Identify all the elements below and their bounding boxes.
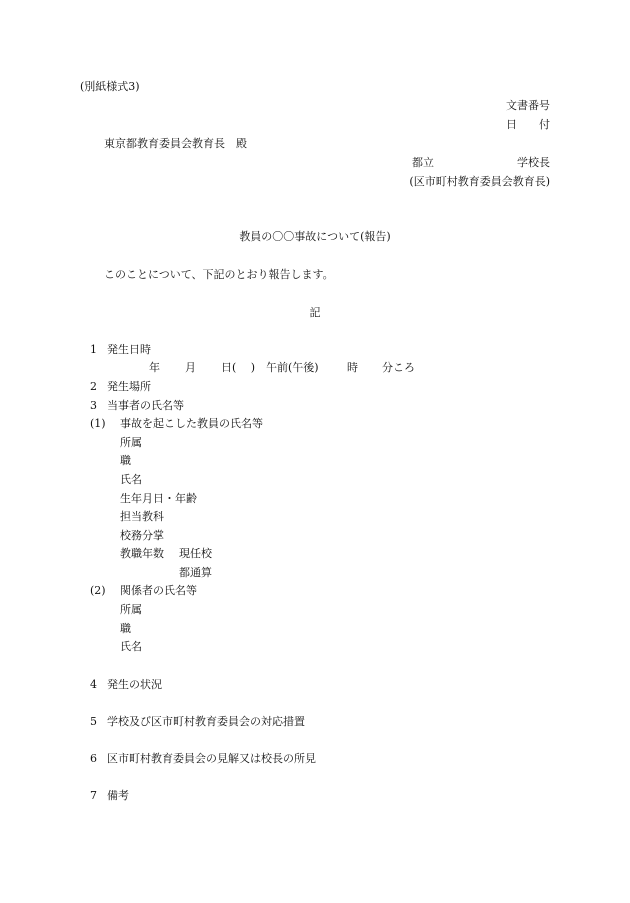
section-2-number: 2 <box>90 380 97 393</box>
document-number-label: 文書番号 <box>506 99 550 112</box>
date-label: 日 付 <box>506 118 550 131</box>
subsection-2-number: (2) <box>90 584 106 597</box>
datetime-year: 年 <box>149 361 160 374</box>
section-1-number: 1 <box>90 343 97 356</box>
sub1-tenure-total: 都通算 <box>179 566 212 579</box>
sub2-item-affiliation: 所属 <box>120 603 142 616</box>
subsection-2-label: 関係者の氏名等 <box>120 584 197 597</box>
section-3-label: 当事者の氏名等 <box>107 399 184 412</box>
sender-school-suffix: 学校長 <box>517 156 550 169</box>
sub1-item-birthdate-age: 生年月日・年齢 <box>120 492 197 505</box>
sub1-item-subject: 担当教科 <box>120 510 164 523</box>
section-1-label: 発生日時 <box>107 343 151 356</box>
sub2-item-position: 職 <box>120 622 131 635</box>
datetime-hour: 時 <box>347 361 358 374</box>
sub1-item-affiliation: 所属 <box>120 436 142 449</box>
sub1-item-position: 職 <box>120 454 131 467</box>
form-label: (別紙様式3) <box>80 80 140 93</box>
datetime-minute: 分ころ <box>382 361 415 374</box>
sub1-item-duties: 校務分掌 <box>120 529 164 542</box>
sender-school-prefix: 都立 <box>412 156 434 169</box>
section-6-label: 区市町村教育委員会の見解又は校長の所見 <box>107 752 316 765</box>
subsection-1-number: (1) <box>90 417 106 430</box>
sender-alt: (区市町村教育委員会教育長) <box>409 175 550 188</box>
sub1-item-tenure-label: 教職年数 <box>120 547 164 560</box>
datetime-day: 日( ) <box>221 361 256 374</box>
section-3-number: 3 <box>90 399 97 412</box>
ki-heading: 記 <box>309 306 321 319</box>
addressee: 東京都教育委員会教育長 殿 <box>104 137 247 150</box>
report-title: 教員の〇〇事故について(報告) <box>239 230 391 243</box>
sub2-item-name: 氏名 <box>120 640 142 653</box>
section-6-number: 6 <box>90 752 97 765</box>
intro-text: このことについて、下記のとおり報告します。 <box>104 268 334 281</box>
section-7-label: 備考 <box>107 789 129 802</box>
sub1-tenure-current: 現任校 <box>179 547 212 560</box>
section-2-label: 発生場所 <box>107 380 151 393</box>
subsection-1-label: 事故を起こした教員の氏名等 <box>120 417 263 430</box>
section-5-number: 5 <box>90 715 97 728</box>
datetime-ampm: 午前(午後) <box>266 361 319 374</box>
section-5-label: 学校及び区市町村教育委員会の対応措置 <box>107 715 305 728</box>
datetime-month: 月 <box>185 361 196 374</box>
sub1-item-name: 氏名 <box>120 473 142 486</box>
section-4-label: 発生の状況 <box>107 678 162 691</box>
section-7-number: 7 <box>90 789 97 802</box>
section-4-number: 4 <box>90 678 97 691</box>
